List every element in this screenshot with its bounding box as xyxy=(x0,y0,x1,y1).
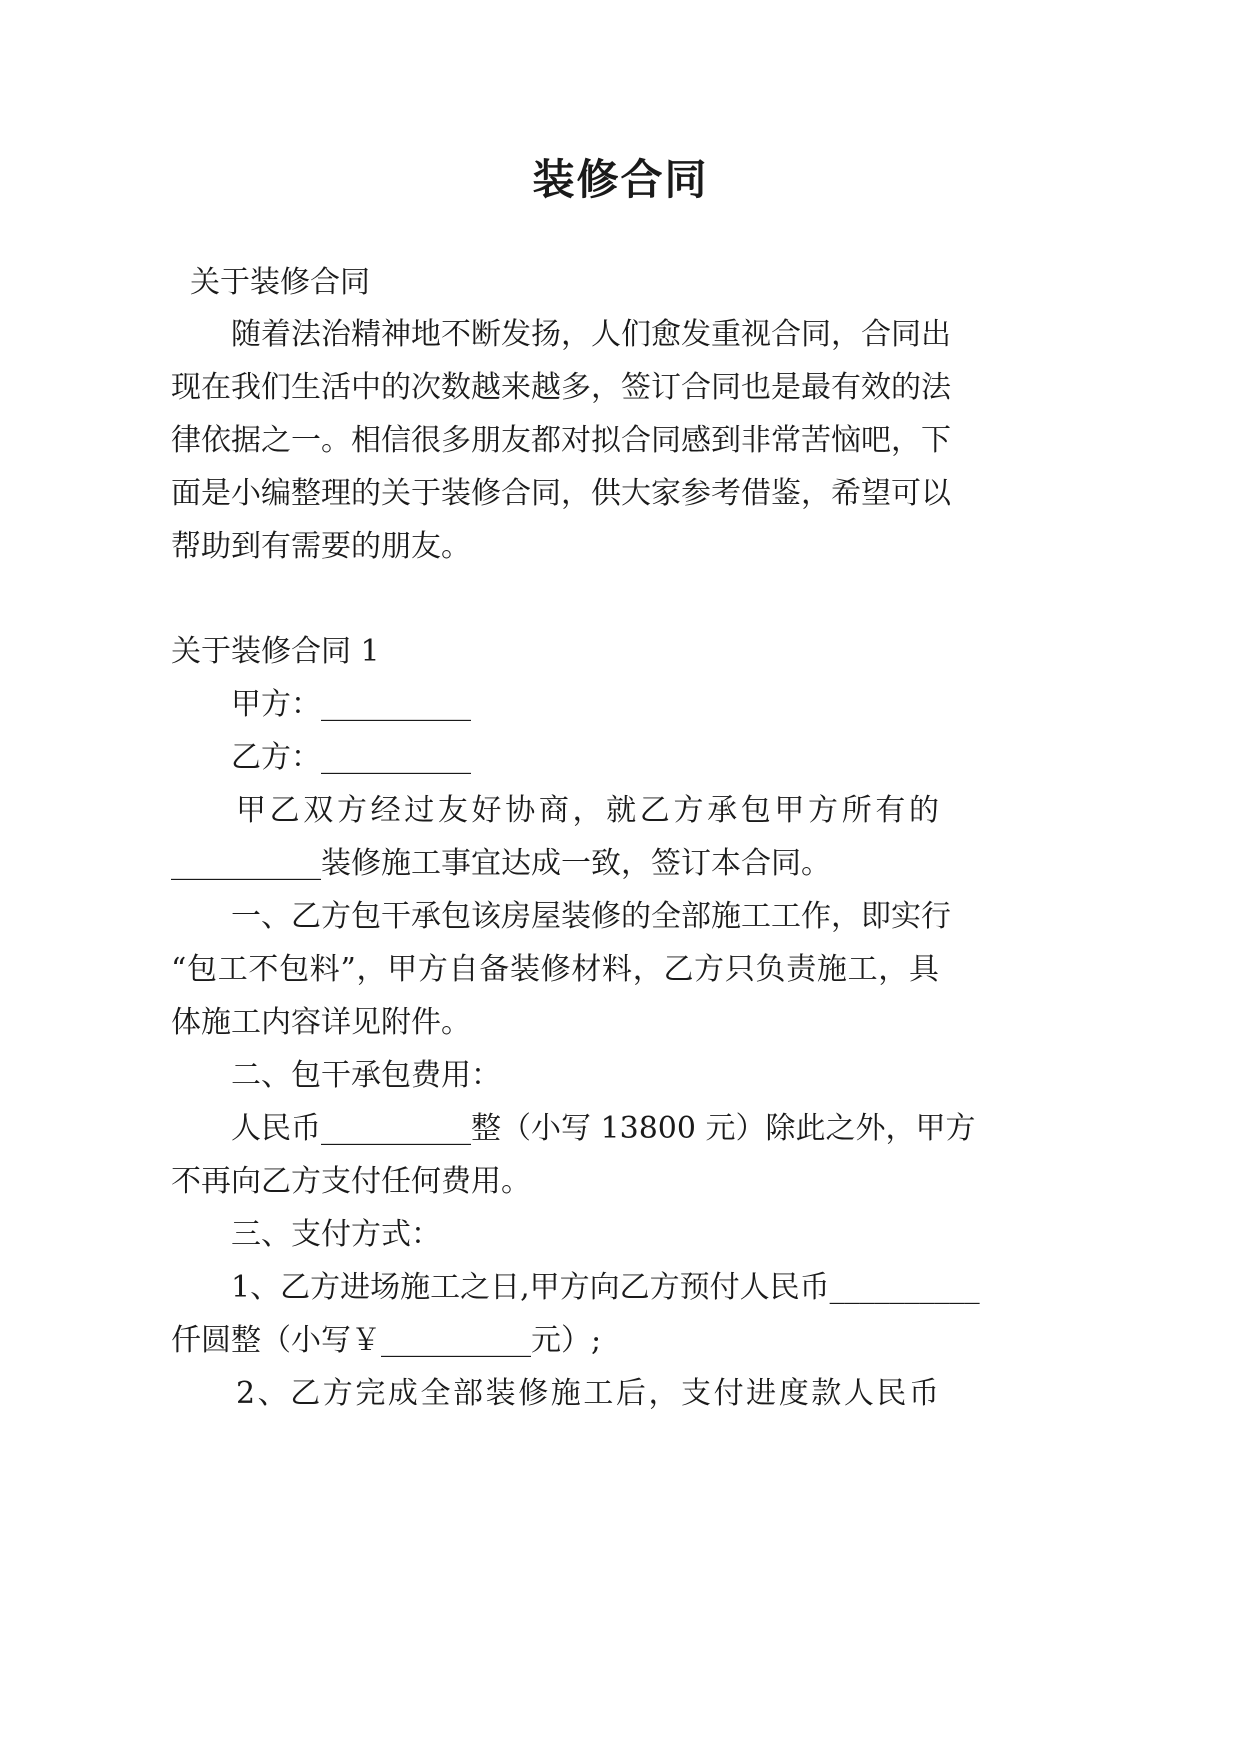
party-b-label: 乙方： xyxy=(231,740,321,775)
intro-line-1: 随着法治精神地不断发扬，人们愈发重视合同，合同出 xyxy=(231,317,951,352)
party-a-blank: __________ xyxy=(321,687,471,722)
party-b-blank: __________ xyxy=(321,740,471,775)
clause-1-line-1: 一、乙方包干承包该房屋装修的全部施工工作，即实行 xyxy=(231,899,951,934)
payment-1-line-2: 仟圆整（小写￥__________元）; xyxy=(171,1323,602,1358)
clause-2-heading: 二、包干承包费用： xyxy=(231,1058,501,1093)
payment-2-line-1: 2、乙方完成全部装修施工后，支付进度款人民币 xyxy=(236,1376,939,1411)
intro-line-4: 面是小编整理的关于装修合同，供大家参考借鉴，希望可以 xyxy=(171,476,951,511)
clause-1-line-3: 体施工内容详见附件。 xyxy=(171,1005,471,1040)
clause-1-line-2: “包工不包料”，甲方自备装修材料，乙方只负责施工，具 xyxy=(171,952,939,987)
agreement-line-2: __________装修施工事宜达成一致，签订本合同。 xyxy=(171,846,831,881)
intro-line-2: 现在我们生活中的次数越来越多，签订合同也是最有效的法 xyxy=(171,370,951,405)
clause-2-line-2: 不再向乙方支付任何费用。 xyxy=(171,1164,531,1199)
party-b-line xyxy=(231,738,471,778)
intro-heading: 关于装修合同 xyxy=(190,265,370,300)
clause-3-heading: 三、支付方式： xyxy=(231,1217,441,1252)
document-title: 装修合同 xyxy=(532,155,709,204)
clause-2-line-1: 人民币__________整（小写 13800 元）除此之外，甲方 xyxy=(231,1111,976,1146)
party-a-line xyxy=(231,685,471,725)
intro-line-3: 律依据之一。相信很多朋友都对拟合同感到非常苦恼吧，下 xyxy=(171,423,951,458)
intro-line-5: 帮助到有需要的朋友。 xyxy=(171,529,471,564)
contract-1-heading: 关于装修合同 1 xyxy=(171,634,380,669)
agreement-line-1: 甲乙双方经过友好协商，就乙方承包甲方所有的 xyxy=(236,793,939,828)
payment-1-line-1: 1、乙方进场施工之日,甲方向乙方预付人民币__________ xyxy=(231,1270,980,1305)
party-a-label: 甲方： xyxy=(231,687,321,722)
